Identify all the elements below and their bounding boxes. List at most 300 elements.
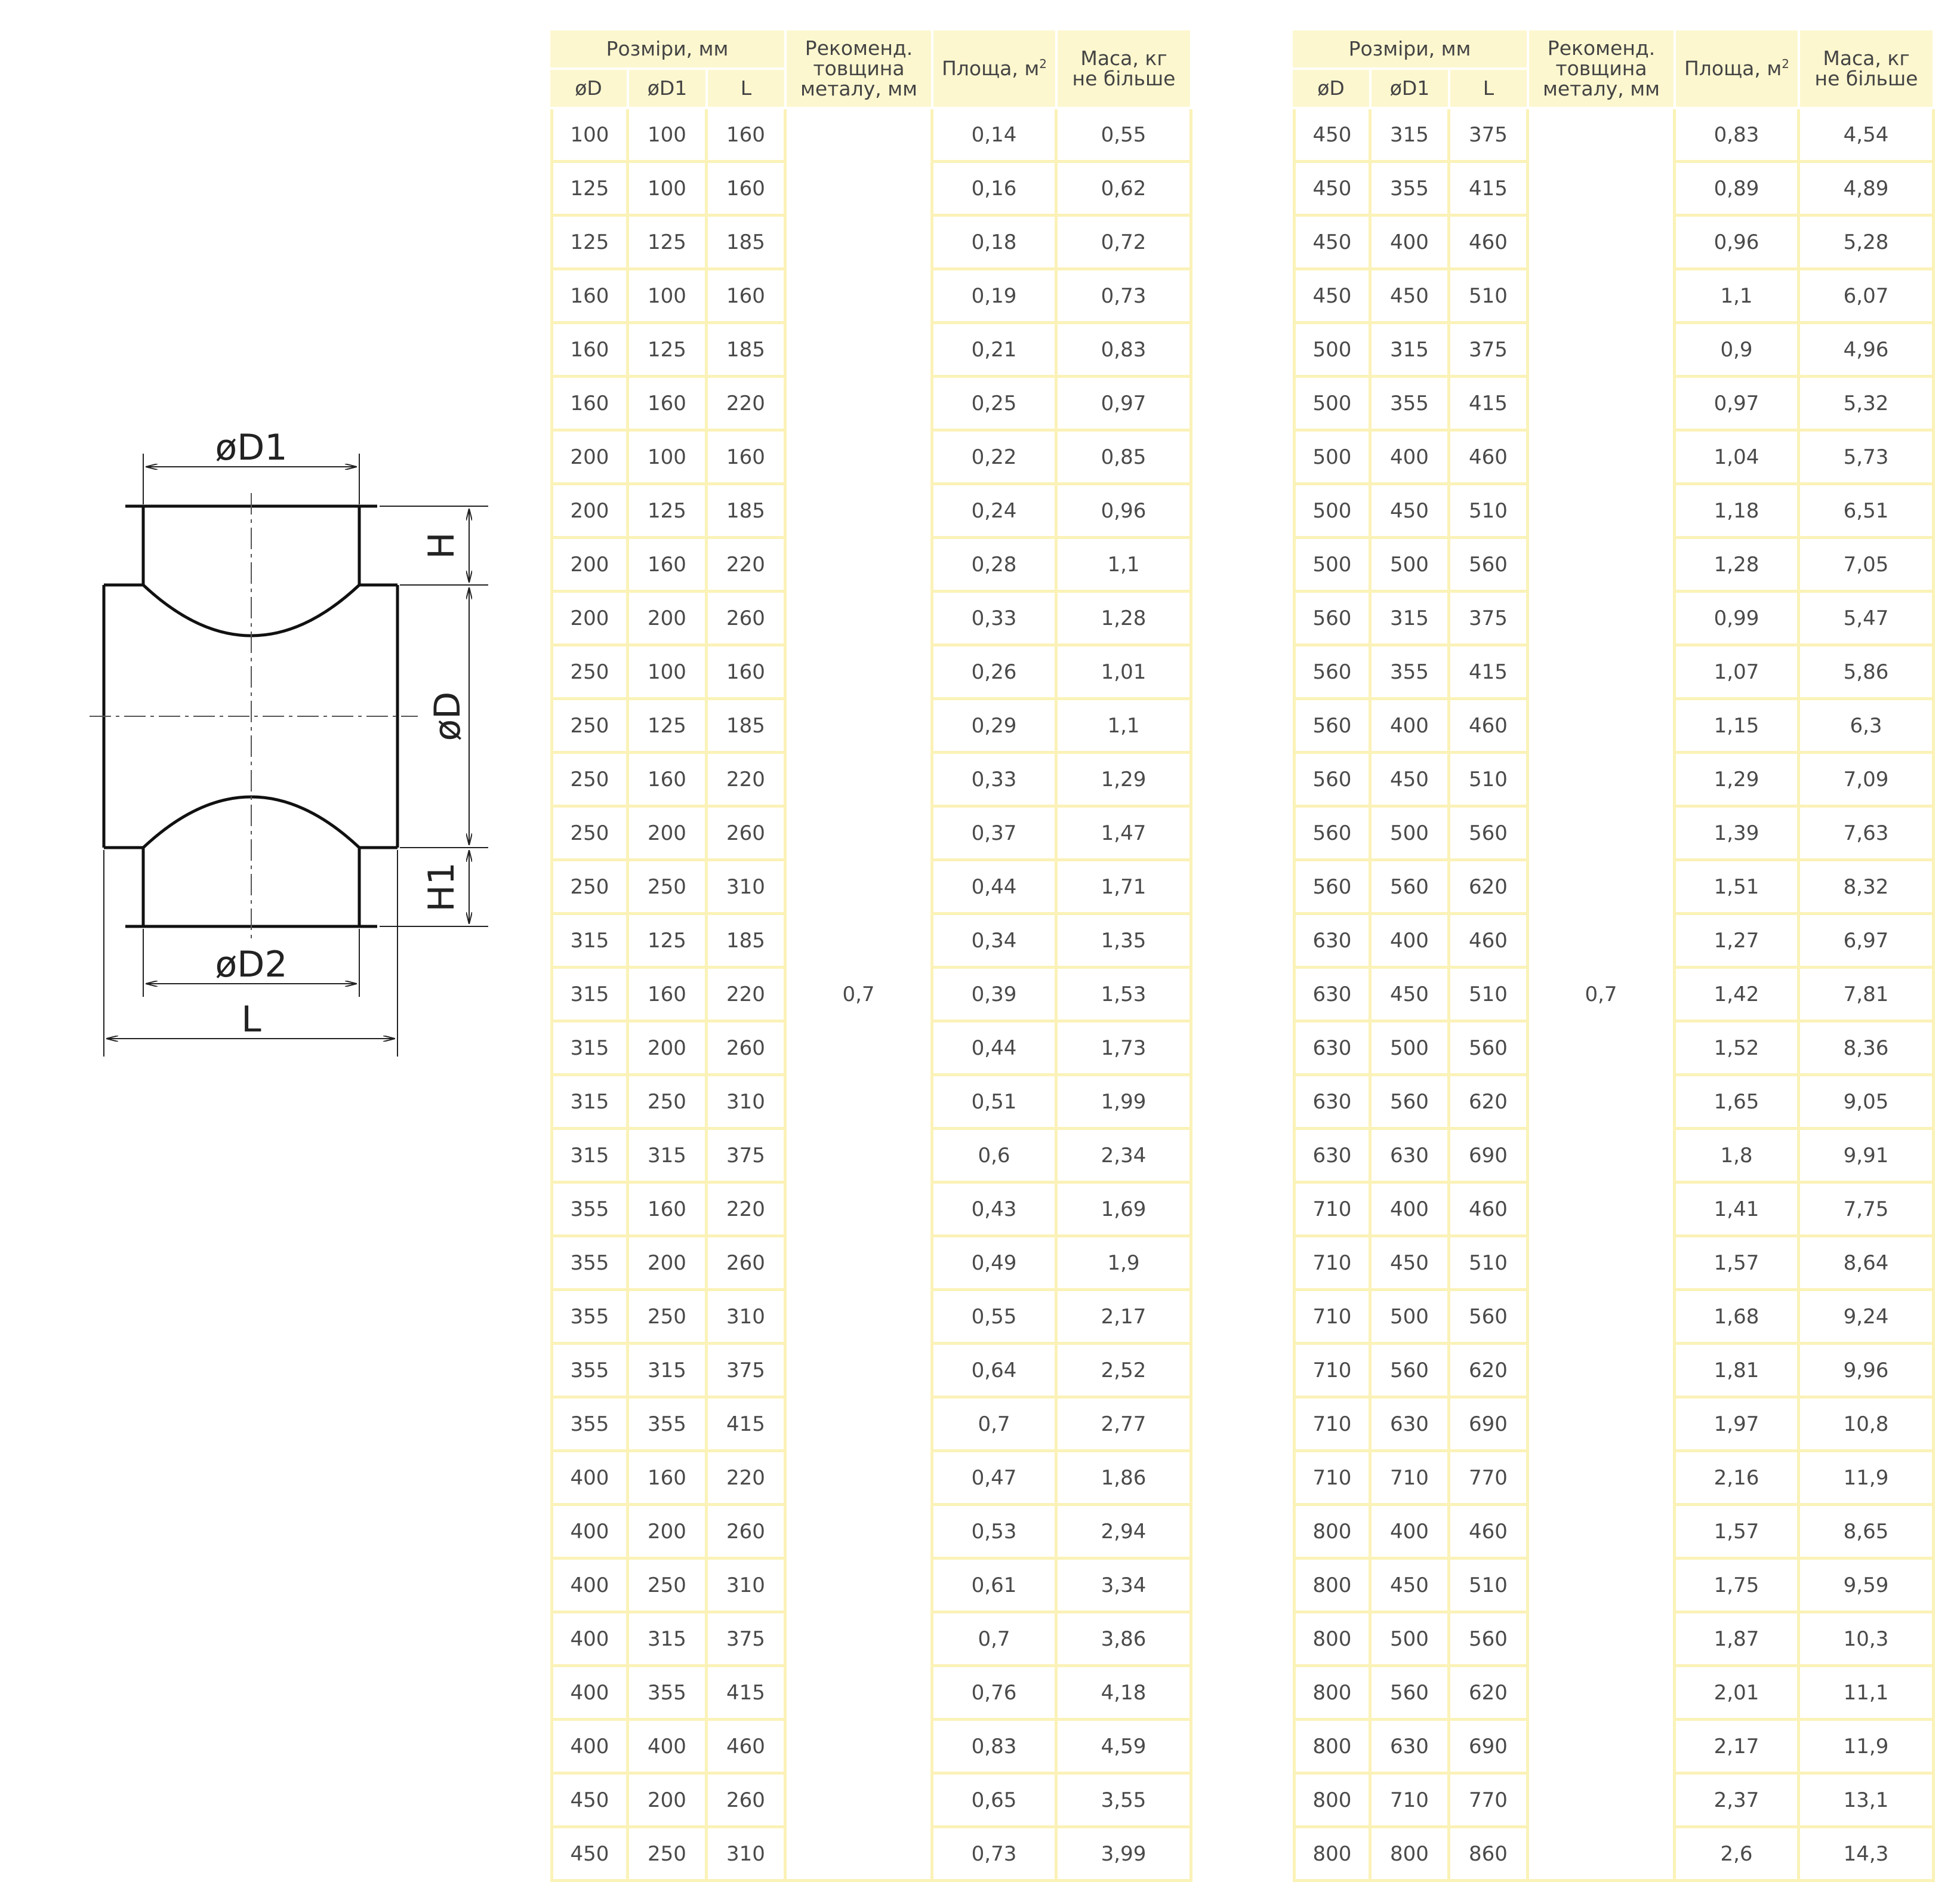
cell-area: 0,64 — [933, 1345, 1058, 1399]
table-body-right — [1293, 109, 1935, 1882]
cell-l: 260 — [708, 1775, 787, 1828]
cell-d1: 560 — [1372, 861, 1450, 915]
cell-d: 450 — [1293, 217, 1372, 270]
cell-d: 125 — [550, 163, 629, 217]
cell-area: 0,29 — [933, 700, 1058, 754]
cell-d: 800 — [1293, 1775, 1372, 1828]
cell-l: 770 — [1450, 1452, 1529, 1506]
cell-area: 2,6 — [1676, 1828, 1800, 1882]
cell-d: 710 — [1293, 1291, 1372, 1345]
cell-l: 260 — [708, 808, 787, 861]
cell-l: 260 — [708, 1506, 787, 1560]
cell-d1: 710 — [1372, 1452, 1450, 1506]
cell-d1: 355 — [629, 1399, 708, 1452]
cell-l: 460 — [1450, 700, 1529, 754]
cell-area: 1,57 — [1676, 1237, 1800, 1291]
header-area — [933, 30, 1058, 109]
cell-d1: 100 — [629, 432, 708, 485]
cell-mass: 14,3 — [1800, 1828, 1935, 1882]
header-area-sup: 2 — [1782, 57, 1789, 71]
cell-mass: 10,3 — [1800, 1613, 1935, 1667]
cell-d: 100 — [550, 109, 629, 163]
cell-area: 0,16 — [933, 163, 1058, 217]
cell-d: 800 — [1293, 1560, 1372, 1613]
cell-mass: 2,94 — [1058, 1506, 1192, 1560]
cell-d1: 160 — [629, 1452, 708, 1506]
cell-d1: 315 — [629, 1613, 708, 1667]
cell-area: 1,65 — [1676, 1076, 1800, 1130]
cell-mass: 1,9 — [1058, 1237, 1192, 1291]
cell-d1: 125 — [629, 324, 708, 378]
cell-d1: 250 — [629, 1291, 708, 1345]
cell-mass: 11,9 — [1800, 1452, 1935, 1506]
cell-area: 0,24 — [933, 485, 1058, 539]
cell-l: 160 — [708, 646, 787, 700]
cell-d: 200 — [550, 593, 629, 646]
cell-d1: 400 — [1372, 217, 1450, 270]
cell-mass: 4,89 — [1800, 163, 1935, 217]
cell-mass: 2,52 — [1058, 1345, 1192, 1399]
cell-d1: 500 — [1372, 539, 1450, 593]
cell-d1: 355 — [1372, 163, 1450, 217]
table-row — [1293, 109, 1935, 163]
cell-area: 1,8 — [1676, 1130, 1800, 1184]
header-d1: øD1 — [629, 70, 708, 109]
cell-l: 510 — [1450, 969, 1529, 1023]
cell-l: 415 — [1450, 163, 1529, 217]
cell-d1: 125 — [629, 485, 708, 539]
cell-area: 0,14 — [933, 109, 1058, 163]
cell-d1: 125 — [629, 700, 708, 754]
cell-mass: 3,86 — [1058, 1613, 1192, 1667]
cell-d: 250 — [550, 861, 629, 915]
cell-l: 510 — [1450, 1237, 1529, 1291]
cell-l: 460 — [1450, 217, 1529, 270]
cell-area: 0,34 — [933, 915, 1058, 969]
cell-d1: 200 — [629, 1237, 708, 1291]
cell-area: 0,6 — [933, 1130, 1058, 1184]
cell-d: 355 — [550, 1237, 629, 1291]
cell-l: 375 — [1450, 324, 1529, 378]
cell-d1: 100 — [629, 163, 708, 217]
cell-d1: 450 — [1372, 485, 1450, 539]
cell-d: 200 — [550, 485, 629, 539]
cell-l: 375 — [708, 1345, 787, 1399]
cell-d1: 100 — [629, 270, 708, 324]
cell-mass: 3,34 — [1058, 1560, 1192, 1613]
cell-d: 450 — [1293, 109, 1372, 163]
cell-mass: 6,51 — [1800, 485, 1935, 539]
cell-d: 200 — [550, 539, 629, 593]
cell-d: 400 — [550, 1721, 629, 1775]
cell-mass: 5,28 — [1800, 217, 1935, 270]
header-area-text: Площа, м — [941, 57, 1040, 80]
header-sizes: Розміри, мм — [550, 30, 787, 70]
header-l: L — [708, 70, 787, 109]
cell-area: 1,81 — [1676, 1345, 1800, 1399]
cell-area: 2,37 — [1676, 1775, 1800, 1828]
header-mass-line1: Маса, кг — [1823, 47, 1910, 70]
cell-d1: 355 — [1372, 646, 1450, 700]
cell-mass: 8,65 — [1800, 1506, 1935, 1560]
cell-d: 800 — [1293, 1613, 1372, 1667]
cell-l: 375 — [1450, 593, 1529, 646]
cell-l: 620 — [1450, 1345, 1529, 1399]
cell-l: 310 — [708, 861, 787, 915]
cell-mass: 13,1 — [1800, 1775, 1935, 1828]
cell-area: 0,18 — [933, 217, 1058, 270]
header-thickness — [787, 30, 933, 109]
cell-d1: 560 — [1372, 1667, 1450, 1721]
cell-d1: 450 — [1372, 270, 1450, 324]
cell-d: 250 — [550, 754, 629, 808]
header-thickness-line2: товщина — [1555, 57, 1647, 80]
cell-l: 690 — [1450, 1721, 1529, 1775]
cell-mass: 0,55 — [1058, 109, 1192, 163]
header-area — [1676, 30, 1800, 109]
cell-l: 690 — [1450, 1399, 1529, 1452]
cell-d1: 315 — [1372, 324, 1450, 378]
cell-d: 560 — [1293, 593, 1372, 646]
cell-mass: 4,59 — [1058, 1721, 1192, 1775]
cell-mass: 1,01 — [1058, 646, 1192, 700]
cell-l: 185 — [708, 217, 787, 270]
cell-mass: 1,28 — [1058, 593, 1192, 646]
cell-area: 0,7 — [933, 1613, 1058, 1667]
cell-d: 630 — [1293, 969, 1372, 1023]
header-mass-line2: не більше — [1072, 67, 1176, 90]
spec-table-left — [550, 30, 1192, 1882]
cell-l: 620 — [1450, 861, 1529, 915]
cell-l: 620 — [1450, 1667, 1529, 1721]
cell-area: 1,27 — [1676, 915, 1800, 969]
cell-mass: 0,83 — [1058, 324, 1192, 378]
cell-d: 500 — [1293, 539, 1372, 593]
cell-l: 375 — [1450, 109, 1529, 163]
cell-d1: 200 — [629, 808, 708, 861]
cell-area: 0,22 — [933, 432, 1058, 485]
cell-mass: 4,18 — [1058, 1667, 1192, 1721]
cell-d: 710 — [1293, 1452, 1372, 1506]
cell-mass: 5,47 — [1800, 593, 1935, 646]
cell-d1: 500 — [1372, 1023, 1450, 1076]
cell-d: 710 — [1293, 1184, 1372, 1237]
cell-d1: 200 — [629, 1506, 708, 1560]
cell-d: 160 — [550, 378, 629, 432]
cell-d1: 315 — [629, 1130, 708, 1184]
header-area-text: Площа, м — [1684, 57, 1782, 80]
cell-area: 0,83 — [933, 1721, 1058, 1775]
cell-d1: 315 — [1372, 109, 1450, 163]
cell-area: 0,97 — [1676, 378, 1800, 432]
cell-d: 160 — [550, 270, 629, 324]
label-l: L — [241, 999, 261, 1040]
cell-d1: 630 — [1372, 1399, 1450, 1452]
header-area-sup: 2 — [1039, 57, 1047, 71]
cell-d: 250 — [550, 808, 629, 861]
cell-l: 220 — [708, 969, 787, 1023]
cell-area: 1,57 — [1676, 1506, 1800, 1560]
header-d1: øD1 — [1372, 70, 1450, 109]
cell-area: 0,55 — [933, 1291, 1058, 1345]
cell-area: 1,15 — [1676, 700, 1800, 754]
cell-l: 510 — [1450, 754, 1529, 808]
cell-mass: 1,99 — [1058, 1076, 1192, 1130]
header-thickness-line2: товщина — [813, 57, 905, 80]
cell-l: 560 — [1450, 1613, 1529, 1667]
cell-l: 220 — [708, 754, 787, 808]
cell-d1: 400 — [1372, 432, 1450, 485]
cell-d: 250 — [550, 646, 629, 700]
cell-mass: 0,85 — [1058, 432, 1192, 485]
cell-mass: 7,05 — [1800, 539, 1935, 593]
cell-d: 250 — [550, 700, 629, 754]
cell-mass: 7,63 — [1800, 808, 1935, 861]
cell-mass: 1,53 — [1058, 969, 1192, 1023]
cell-mass: 4,96 — [1800, 324, 1935, 378]
cell-d: 315 — [550, 1023, 629, 1076]
cell-mass: 1,71 — [1058, 861, 1192, 915]
cell-l: 460 — [1450, 1506, 1529, 1560]
cell-d1: 400 — [1372, 915, 1450, 969]
cell-mass: 9,24 — [1800, 1291, 1935, 1345]
cell-area: 1,75 — [1676, 1560, 1800, 1613]
cell-d: 560 — [1293, 808, 1372, 861]
cell-d: 500 — [1293, 378, 1372, 432]
label-d: øD — [427, 691, 469, 741]
cell-d: 630 — [1293, 1076, 1372, 1130]
cell-l: 185 — [708, 700, 787, 754]
cell-d: 800 — [1293, 1721, 1372, 1775]
cell-area: 0,43 — [933, 1184, 1058, 1237]
cell-l: 260 — [708, 1023, 787, 1076]
header-thickness-line1: Рекоменд. — [1547, 36, 1656, 60]
cell-area: 1,68 — [1676, 1291, 1800, 1345]
cell-mass: 2,77 — [1058, 1399, 1192, 1452]
cell-area: 0,33 — [933, 593, 1058, 646]
cell-d1: 630 — [1372, 1130, 1450, 1184]
cell-area: 0,76 — [933, 1667, 1058, 1721]
cell-mass: 7,81 — [1800, 969, 1935, 1023]
cell-d: 355 — [550, 1184, 629, 1237]
cell-area: 1,41 — [1676, 1184, 1800, 1237]
cell-d1: 355 — [629, 1667, 708, 1721]
cell-area: 1,07 — [1676, 646, 1800, 700]
cell-d: 450 — [1293, 270, 1372, 324]
cell-d: 315 — [550, 1076, 629, 1130]
cell-d1: 200 — [629, 1023, 708, 1076]
cell-d1: 450 — [1372, 1560, 1450, 1613]
cell-d: 560 — [1293, 700, 1372, 754]
cell-d: 630 — [1293, 915, 1372, 969]
cell-d: 500 — [1293, 485, 1372, 539]
cell-area: 0,65 — [933, 1775, 1058, 1828]
cell-area: 1,18 — [1676, 485, 1800, 539]
cell-area: 1,04 — [1676, 432, 1800, 485]
cell-d: 160 — [550, 324, 629, 378]
cell-d: 355 — [550, 1291, 629, 1345]
cell-d: 400 — [550, 1506, 629, 1560]
cell-mass: 0,97 — [1058, 378, 1192, 432]
cell-d1: 100 — [629, 109, 708, 163]
cell-l: 375 — [708, 1613, 787, 1667]
cell-l: 860 — [1450, 1828, 1529, 1882]
cell-l: 690 — [1450, 1130, 1529, 1184]
cell-l: 770 — [1450, 1775, 1529, 1828]
cell-area: 0,9 — [1676, 324, 1800, 378]
cell-d1: 100 — [629, 646, 708, 700]
cell-l: 185 — [708, 324, 787, 378]
cell-l: 510 — [1450, 270, 1529, 324]
cell-area: 2,16 — [1676, 1452, 1800, 1506]
cell-area: 1,97 — [1676, 1399, 1800, 1452]
cell-mass: 3,99 — [1058, 1828, 1192, 1882]
cell-d1: 160 — [629, 969, 708, 1023]
center-lines — [90, 493, 418, 940]
header-thickness-line1: Рекоменд. — [805, 36, 913, 60]
cell-d1: 315 — [629, 1345, 708, 1399]
cell-l: 160 — [708, 270, 787, 324]
cell-mass: 1,73 — [1058, 1023, 1192, 1076]
cell-d: 315 — [550, 1130, 629, 1184]
cell-d1: 560 — [1372, 1345, 1450, 1399]
cell-mass: 1,1 — [1058, 539, 1192, 593]
cell-d: 450 — [1293, 163, 1372, 217]
cell-mass: 6,3 — [1800, 700, 1935, 754]
table-row — [550, 109, 1192, 163]
cell-d1: 800 — [1372, 1828, 1450, 1882]
cell-l: 560 — [1450, 1023, 1529, 1076]
cell-d: 400 — [550, 1667, 629, 1721]
header-d: øD — [1293, 70, 1372, 109]
cell-mass: 8,32 — [1800, 861, 1935, 915]
cell-l: 510 — [1450, 485, 1529, 539]
cell-mass: 0,96 — [1058, 485, 1192, 539]
cell-mass: 0,73 — [1058, 270, 1192, 324]
cell-mass: 5,73 — [1800, 432, 1935, 485]
label-h1: H1 — [421, 862, 463, 912]
cell-l: 260 — [708, 593, 787, 646]
cell-d1: 125 — [629, 915, 708, 969]
cell-mass: 5,32 — [1800, 378, 1935, 432]
cell-area: 1,29 — [1676, 754, 1800, 808]
cell-mass: 1,69 — [1058, 1184, 1192, 1237]
cell-d1: 250 — [629, 1828, 708, 1882]
cell-d1: 125 — [629, 217, 708, 270]
cell-mass: 5,86 — [1800, 646, 1935, 700]
cell-l: 560 — [1450, 539, 1529, 593]
cell-d: 560 — [1293, 754, 1372, 808]
cell-l: 375 — [708, 1130, 787, 1184]
cell-mass: 1,29 — [1058, 754, 1192, 808]
cell-l: 560 — [1450, 1291, 1529, 1345]
cell-mass: 9,91 — [1800, 1130, 1935, 1184]
cell-d: 630 — [1293, 1130, 1372, 1184]
header-mass — [1800, 30, 1935, 109]
cell-d: 400 — [550, 1560, 629, 1613]
cell-l: 260 — [708, 1237, 787, 1291]
cell-area: 0,28 — [933, 539, 1058, 593]
cell-l: 185 — [708, 485, 787, 539]
cell-d1: 710 — [1372, 1775, 1450, 1828]
cell-mass: 1,86 — [1058, 1452, 1192, 1506]
cell-l: 160 — [708, 109, 787, 163]
cell-l: 220 — [708, 1452, 787, 1506]
cell-mass: 11,9 — [1800, 1721, 1935, 1775]
cell-d: 400 — [550, 1452, 629, 1506]
cell-area: 0,7 — [933, 1399, 1058, 1452]
header-l: L — [1450, 70, 1529, 109]
cell-d1: 315 — [1372, 593, 1450, 646]
cell-d: 315 — [550, 915, 629, 969]
cell-area: 0,21 — [933, 324, 1058, 378]
cell-d1: 160 — [629, 378, 708, 432]
tee-drawing — [0, 0, 537, 1074]
cell-area: 0,51 — [933, 1076, 1058, 1130]
dimension-labels — [215, 427, 469, 1040]
cell-mass: 11,1 — [1800, 1667, 1935, 1721]
label-d2: øD2 — [215, 944, 288, 985]
cell-d1: 560 — [1372, 1076, 1450, 1130]
cell-mass: 1,35 — [1058, 915, 1192, 969]
cell-area: 0,26 — [933, 646, 1058, 700]
cell-mass: 10,8 — [1800, 1399, 1935, 1452]
cell-l: 220 — [708, 1184, 787, 1237]
cell-mass: 0,72 — [1058, 217, 1192, 270]
cell-d: 400 — [550, 1613, 629, 1667]
cell-l: 460 — [1450, 915, 1529, 969]
cell-area: 1,51 — [1676, 861, 1800, 915]
cell-mass: 8,36 — [1800, 1023, 1935, 1076]
cell-d1: 450 — [1372, 1237, 1450, 1291]
cell-area: 2,17 — [1676, 1721, 1800, 1775]
cell-d1: 500 — [1372, 1291, 1450, 1345]
label-h: H — [421, 532, 463, 559]
cell-area: 0,19 — [933, 270, 1058, 324]
cell-d1: 500 — [1372, 1613, 1450, 1667]
cell-area: 0,39 — [933, 969, 1058, 1023]
cell-d1: 400 — [629, 1721, 708, 1775]
cell-area: 0,61 — [933, 1560, 1058, 1613]
cell-area: 0,89 — [1676, 163, 1800, 217]
cell-mass: 4,54 — [1800, 109, 1935, 163]
cell-d1: 400 — [1372, 1184, 1450, 1237]
cell-mass: 3,55 — [1058, 1775, 1192, 1828]
cell-l: 185 — [708, 915, 787, 969]
cell-area: 0,25 — [933, 378, 1058, 432]
header-thickness-line3: металу, мм — [1542, 77, 1660, 100]
cell-l: 415 — [1450, 646, 1529, 700]
cell-area: 0,33 — [933, 754, 1058, 808]
cell-d1: 630 — [1372, 1721, 1450, 1775]
cell-mass: 9,05 — [1800, 1076, 1935, 1130]
cell-area: 0,47 — [933, 1452, 1058, 1506]
cell-d1: 200 — [629, 593, 708, 646]
cell-l: 310 — [708, 1828, 787, 1882]
cell-d: 450 — [550, 1828, 629, 1882]
header-thickness — [1529, 30, 1676, 109]
cell-area: 0,73 — [933, 1828, 1058, 1882]
cell-area: 2,01 — [1676, 1667, 1800, 1721]
cell-l: 160 — [708, 432, 787, 485]
cell-area: 1,52 — [1676, 1023, 1800, 1076]
cell-d1: 250 — [629, 861, 708, 915]
cell-d1: 160 — [629, 754, 708, 808]
cell-area: 0,49 — [933, 1237, 1058, 1291]
cell-l: 460 — [1450, 1184, 1529, 1237]
cell-area: 0,37 — [933, 808, 1058, 861]
cell-mass: 2,34 — [1058, 1130, 1192, 1184]
